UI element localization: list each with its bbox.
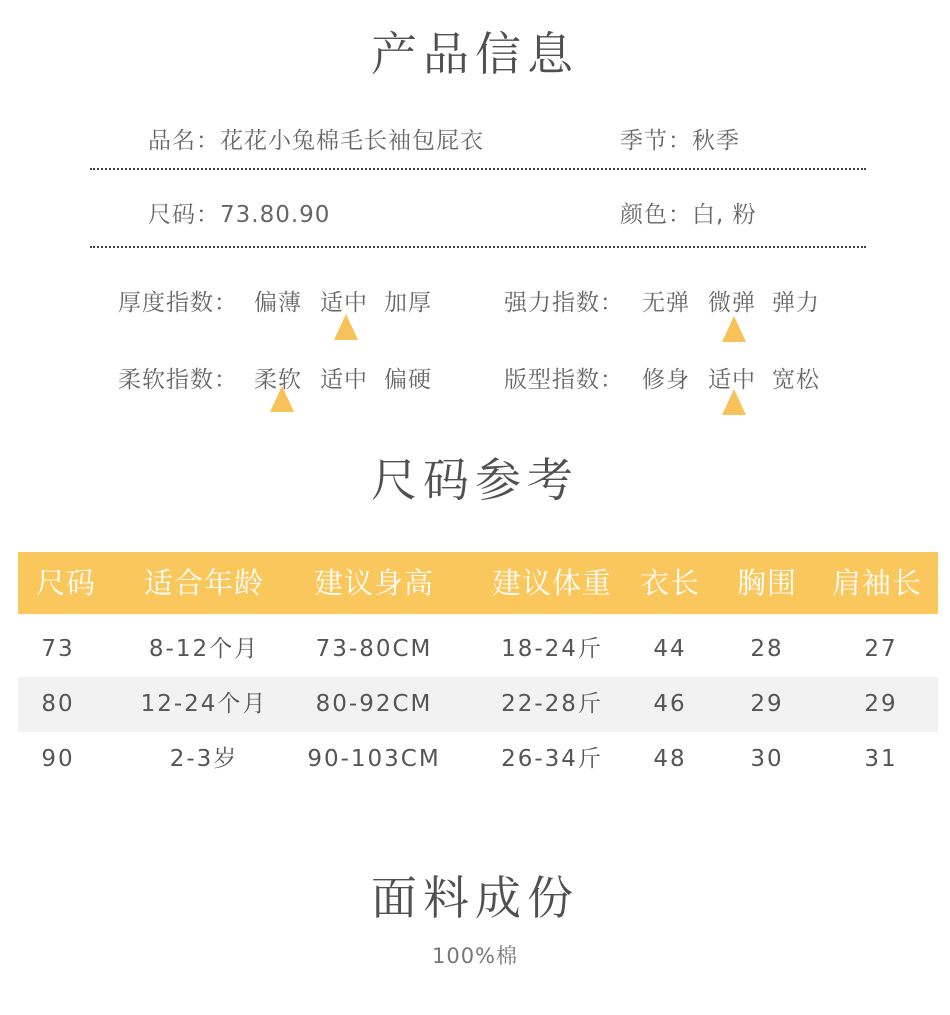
cell-length: 46 (653, 691, 687, 717)
stretch-index-label: 强力指数： (504, 290, 624, 316)
cell-chest: 29 (750, 691, 784, 717)
selected-marker-icon (722, 389, 746, 415)
cell-sleeve: 27 (864, 636, 898, 662)
fit-option: 宽松 (772, 367, 820, 393)
size-chart-title: 尺码参考 (371, 453, 579, 507)
table-row (18, 622, 938, 677)
cell-chest: 28 (750, 636, 784, 662)
size-table-header (18, 552, 938, 614)
selected-marker-icon (334, 314, 358, 340)
column-header-age: 适合年龄 (143, 566, 264, 600)
table-row (18, 677, 938, 732)
cell-weight: 26-34斤 (501, 746, 603, 772)
thickness-option: 加厚 (384, 290, 432, 316)
product-info-title: 产品信息 (371, 27, 579, 81)
table-row (18, 732, 938, 787)
cell-height: 80-92CM (315, 691, 433, 717)
color-line: 颜色：白, 粉 (620, 202, 757, 228)
product-name-line: 品名：花花小兔棉毛长袖包屁衣 (148, 128, 484, 154)
cell-size: 80 (41, 691, 75, 717)
thickness-option: 偏薄 (254, 290, 302, 316)
fabric-content: 100%棉 (431, 944, 519, 968)
fit-option: 修身 (642, 367, 690, 393)
softness-option: 适中 (320, 367, 368, 393)
thickness-option: 适中 (320, 290, 368, 316)
season-line: 季节：秋季 (620, 128, 740, 154)
softness-index-label: 柔软指数： (118, 367, 238, 393)
cell-weight: 22-28斤 (501, 691, 603, 717)
cell-age: 12-24个月 (140, 691, 268, 717)
column-header-size: 尺码 (35, 566, 96, 600)
cell-height: 90-103CM (307, 746, 441, 772)
softness-option: 偏硬 (384, 367, 432, 393)
fit-option: 适中 (708, 367, 756, 393)
column-header-chest: 胸围 (736, 566, 797, 600)
column-header-height: 建议身高 (313, 566, 434, 600)
dotted-divider (90, 246, 866, 248)
stretch-option: 微弹 (708, 290, 756, 316)
cell-size: 73 (41, 636, 75, 662)
stretch-option: 弹力 (772, 290, 820, 316)
cell-length: 48 (653, 746, 687, 772)
cell-age: 2-3岁 (169, 746, 239, 772)
column-header-sleeve: 肩袖长 (831, 566, 922, 600)
softness-option: 柔软 (254, 367, 302, 393)
cell-size: 90 (41, 746, 75, 772)
dotted-divider (90, 168, 866, 170)
size-line: 尺码：73.80.90 (148, 202, 331, 228)
cell-weight: 18-24斤 (501, 636, 603, 662)
fabric-title: 面料成份 (371, 871, 579, 925)
column-header-weight: 建议体重 (491, 566, 612, 600)
cell-length: 44 (653, 636, 687, 662)
cell-chest: 30 (750, 746, 784, 772)
cell-height: 73-80CM (315, 636, 433, 662)
fit-index-label: 版型指数： (504, 367, 624, 393)
thickness-index-label: 厚度指数： (118, 290, 238, 316)
selected-marker-icon (722, 316, 746, 342)
cell-sleeve: 31 (864, 746, 898, 772)
cell-age: 8-12个月 (148, 636, 260, 662)
column-header-length: 衣长 (639, 566, 700, 600)
cell-sleeve: 29 (864, 691, 898, 717)
stretch-option: 无弹 (642, 290, 690, 316)
selected-marker-icon (270, 386, 294, 412)
